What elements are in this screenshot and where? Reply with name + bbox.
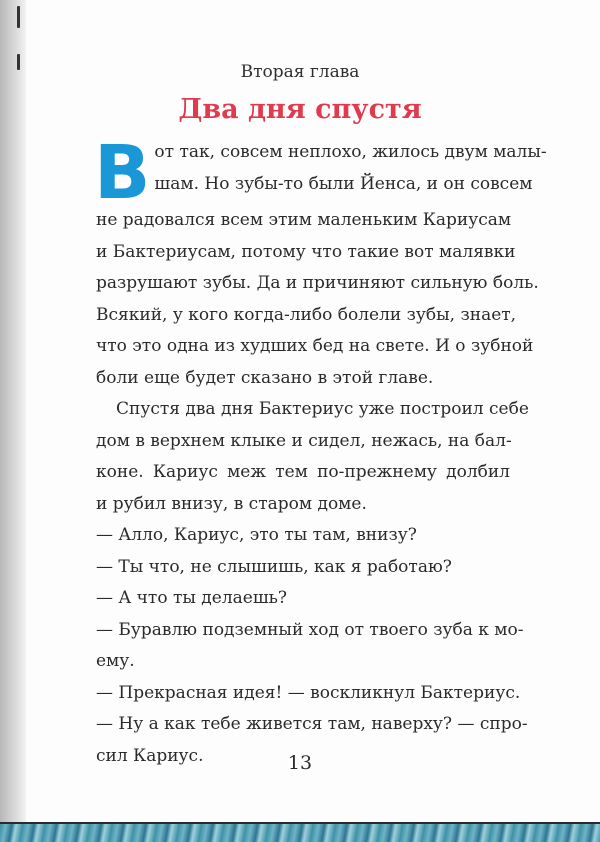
dialogue: [96, 520, 528, 772]
chapter-label: Вторая глава: [240, 62, 360, 82]
dialogue-line: — А что ты делаешь?: [96, 588, 288, 608]
text-line: дом в верхнем клыке и сидел, нежась, на бал-: [96, 430, 512, 451]
dialogue-line: сил Кариус.: [96, 745, 204, 766]
text-line: боли еще будет сказано в этой главе.: [96, 367, 434, 388]
binding-mark: [17, 6, 20, 28]
dialogue-line: — Алло, Кариус, это ты там, внизу?: [96, 525, 417, 545]
paragraph-2: [96, 394, 529, 520]
dialogue-line: — Ну а как тебе живется там, наверху? — спро-: [96, 714, 528, 734]
text-line: коне. Кариус меж тем по-прежнему долбил: [96, 462, 510, 482]
dialogue-line: — Ты что, не слышишь, как я работаю?: [96, 556, 452, 577]
text-line: не радовался всем этим маленьким Кариусам: [96, 210, 512, 230]
dialogue-line: — Прекрасная идея! — воскликнул Бактериус.: [96, 682, 521, 703]
paragraph-1: [94, 130, 547, 394]
text-line: и Бактериусам, потому что такие вот малявки: [96, 241, 516, 262]
text-line: что это одна из худших бед на свете. И о зубной: [96, 336, 534, 356]
text-line: Спустя два дня Бактериус уже построил себе: [116, 399, 529, 419]
dialogue-line: ему.: [96, 651, 135, 671]
body-text: [94, 130, 547, 772]
cover-edge-strip: [0, 822, 600, 842]
text-line: и рубил внизу, в старом доме.: [96, 493, 367, 514]
text-line: разрушают зубы. Да и причиняют сильную боль.: [96, 273, 539, 293]
dialogue-line: — Буравлю подземный ход от твоего зуба к мо-: [96, 619, 524, 640]
page-number: 13: [287, 752, 313, 774]
drop-cap: В: [94, 130, 151, 216]
chapter-title: Два дня спустя: [178, 94, 422, 125]
text-line: шам. Но зубы-то были Йенса, и он совсем: [154, 173, 533, 194]
text-line: Всякий, у кого когда-либо болели зубы, знает,: [96, 304, 517, 325]
text-line: от так, совсем неплохо, жилось двум малы-: [154, 142, 547, 162]
